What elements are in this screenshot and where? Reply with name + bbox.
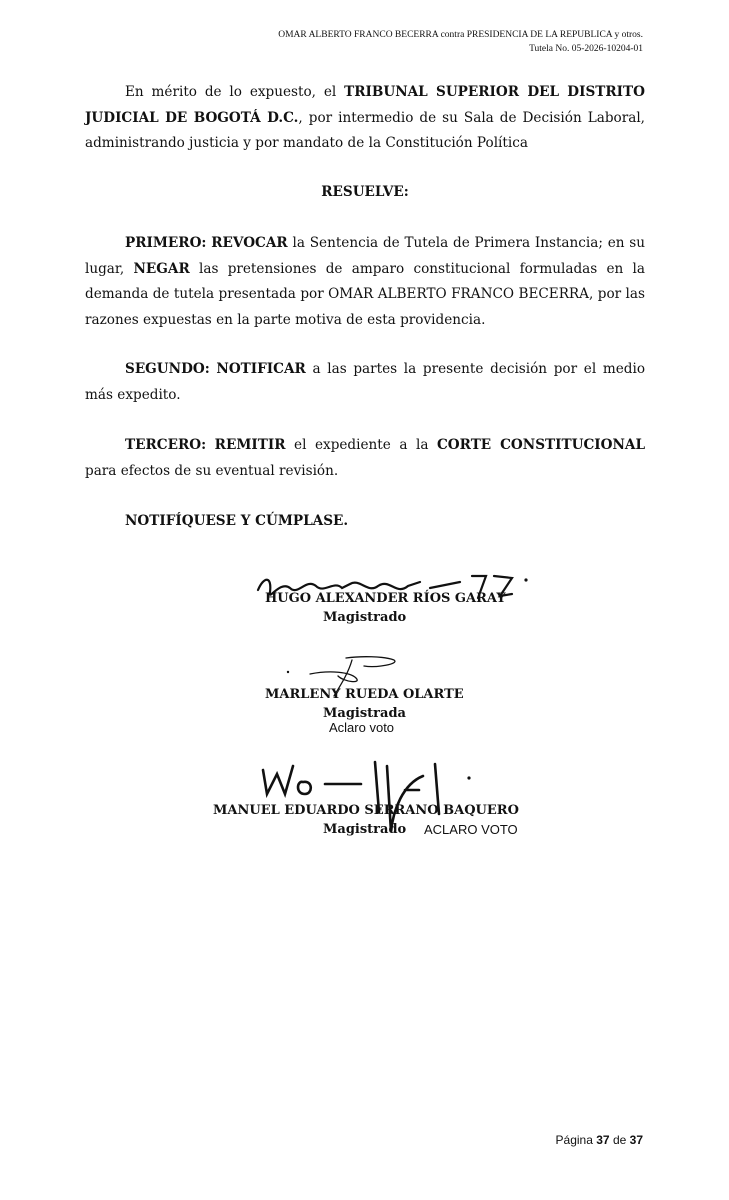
third-resolution: TERCERO: REMITIR el expediente a la CORTE CONSTITUCIONAL para efectos de su eventual revisión. <box>85 437 646 479</box>
page-number: Página 37 de 37 <box>555 1133 643 1147</box>
closing-formula: NOTIFÍQUESE Y CÚMPLASE. <box>125 513 349 529</box>
signer-2-name: MARLENY RUEDA OLARTE <box>265 687 464 702</box>
signer-1-role: Magistrado <box>323 610 407 625</box>
header-case-number: Tutela No. 05-2026-10204-01 <box>529 44 643 54</box>
second-resolution: SEGUNDO: NOTIFICAR a las partes la presente decisión por el medio más expedito. <box>85 361 645 403</box>
intro-paragraph: En mérito de lo expuesto, el TRIBUNAL SUPERIOR DEL DISTRITO JUDICIAL DE BOGOTÁ D.C., por intermedio de su Sala de Decisión Laboral, administrando justicia y por mandato de la Constitución Política <box>85 84 645 151</box>
signer-1-name: HUGO ALEXANDER RÍOS GARAY <box>265 591 506 606</box>
signer-3-role: Magistrado <box>323 822 407 837</box>
signer-2-note: Aclaro voto <box>329 720 395 735</box>
resolve-heading: RESUELVE: <box>321 184 409 200</box>
signer-3-note: ACLARO VOTO <box>424 822 518 837</box>
running-header <box>278 28 643 56</box>
first-resolution: PRIMERO: REVOCAR la Sentencia de Tutela de Primera Instancia; en su lugar, NEGAR las pretensiones de amparo constitucional formuladas en la demanda de tutela presentada por OMAR ALBERTO FRANCO BECERRA, por las razones expuestas en la parte motiva de esta providencia. <box>85 235 645 328</box>
signer-3-name: MANUEL EDUARDO SERRANO BAQUERO <box>213 803 519 818</box>
signer-2-role: Magistrada <box>323 706 406 721</box>
court-name: TRIBUNAL SUPERIOR DEL DISTRITO JUDICIAL DE BOGOTÁ D.C. <box>85 84 645 126</box>
header-case-parties: OMAR ALBERTO FRANCO BECERRA contra PRESIDENCIA DE LA REPUBLICA y otros. <box>278 30 643 40</box>
